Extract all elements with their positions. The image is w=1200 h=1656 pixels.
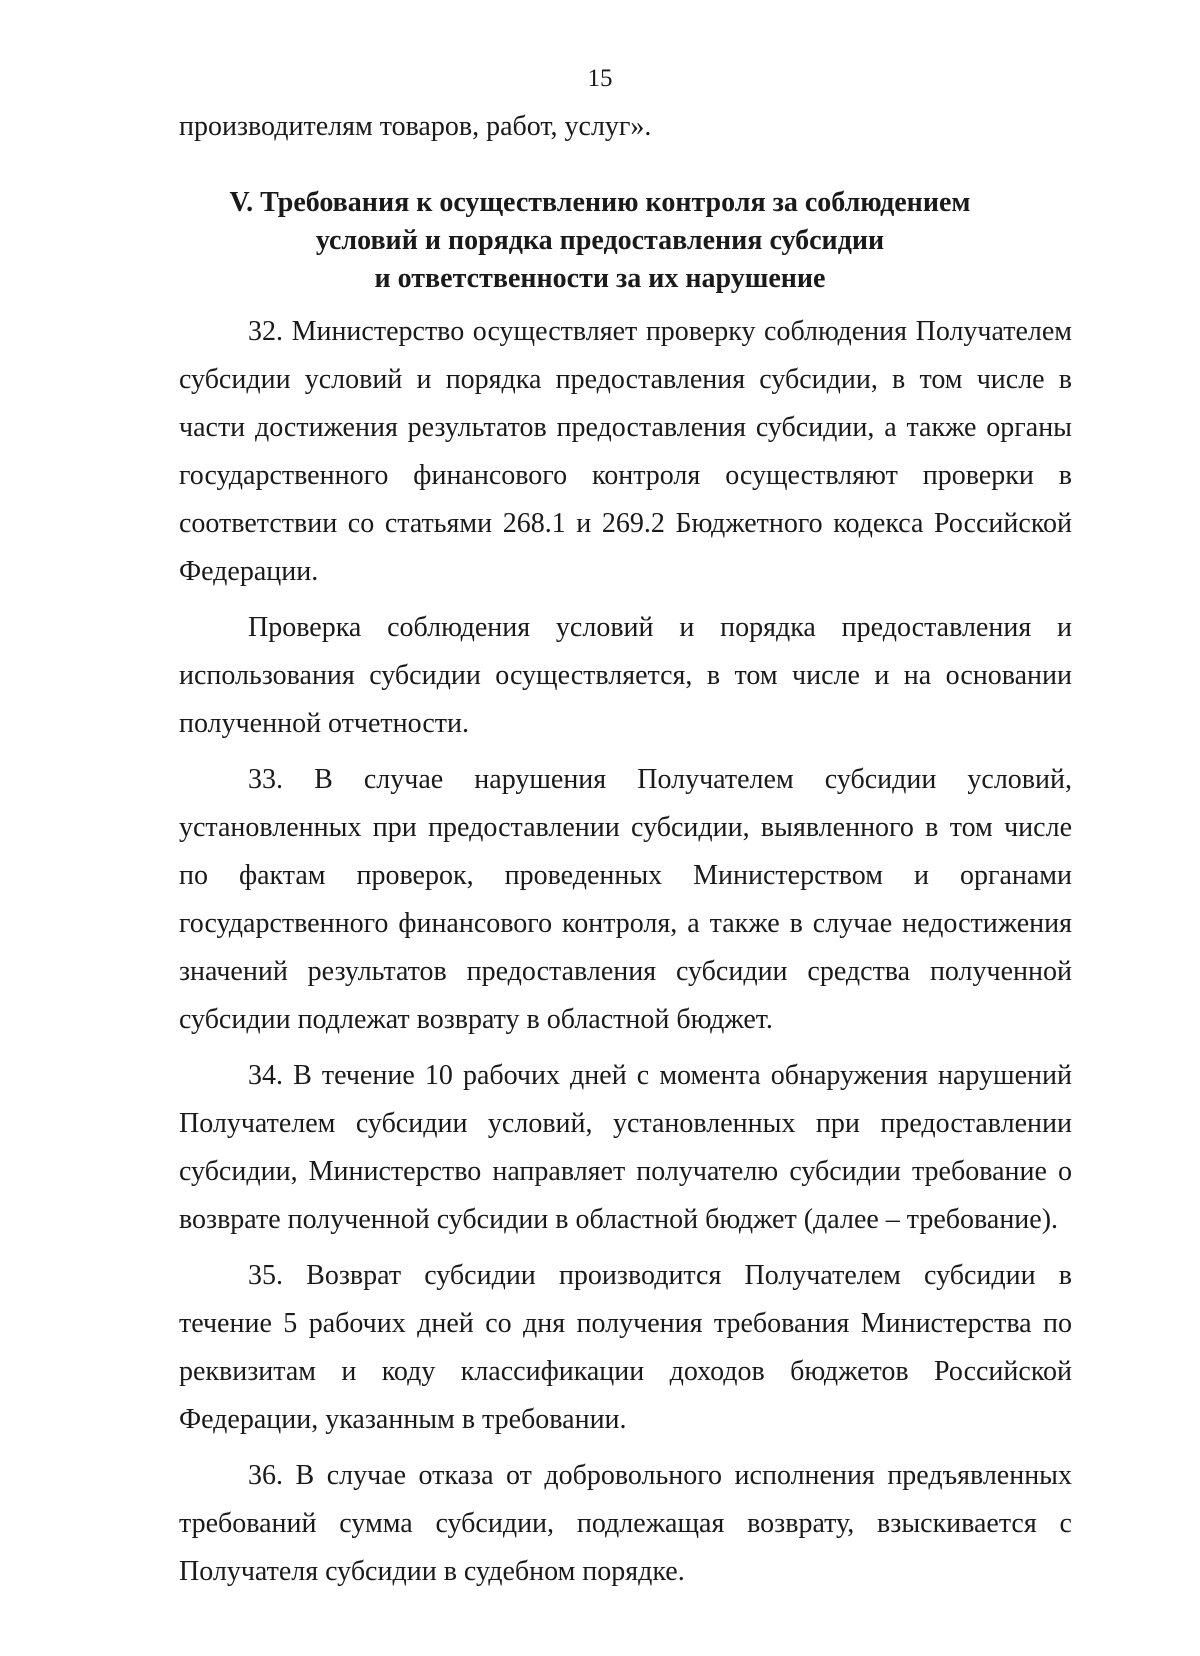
paragraph-32: 32. Министерство осуществляет проверку соблюдения Получателем субсидии условий и порядка предоставления субсидии, в том числе в части достижения результатов предоставления субсидии, а также органы государственного финансового контроля осуществляют проверки в соответствии со статьями 268.1 и 269.2 Бюджетного кодекса Российской Федерации. — [179, 316, 1072, 587]
section-heading — [0, 184, 1200, 298]
page-number: 15 — [587, 65, 613, 92]
continuation-text: производителям товаров, работ, услуг». — [179, 111, 652, 142]
paragraph-35: 35. Возврат субсидии производится Получателем субсидии в течение 5 рабочих дней со дня получения требования Министерства по реквизитам и коду классификации доходов бюджетов Российской Федерации, указанным в требовании. — [179, 1260, 1072, 1435]
paragraph-33: 33. В случае нарушения Получателем субсидии условий, установленных при предоставлении субсидии, выявленного в том числе по фактам проверок, проведенных Министерством и органами государственного финансового контроля, а также в случае недостижения значений результатов предоставления субсидии средства полученной субсидии подлежат возврату в областной бюджет. — [179, 764, 1072, 1035]
section-heading-line-3: и ответственности за их нарушение — [374, 263, 826, 294]
document-body — [179, 308, 1072, 1596]
paragraph-32-check: Проверка соблюдения условий и порядка предоставления и использования субсидии осуществляется, в том числе и на основании полученной отчетности. — [179, 612, 1072, 739]
section-heading-line-1: V. Требования к осуществлению контроля за соблюдением — [229, 187, 971, 218]
paragraph-34: 34. В течение 10 рабочих дней с момента обнаружения нарушений Получателем субсидии условий, установленных при предоставлении субсидии, Министерство направляет получателю субсидии требование о возврате полученной субсидии в областной бюджет (далее – требование). — [179, 1060, 1072, 1235]
section-heading-line-2: условий и порядка предоставления субсидии — [315, 225, 885, 256]
paragraph-36: 36. В случае отказа от добровольного исполнения предъявленных требований сумма субсидии, подлежащая возврату, взыскивается с Получателя субсидии в судебном порядке. — [179, 1460, 1072, 1587]
